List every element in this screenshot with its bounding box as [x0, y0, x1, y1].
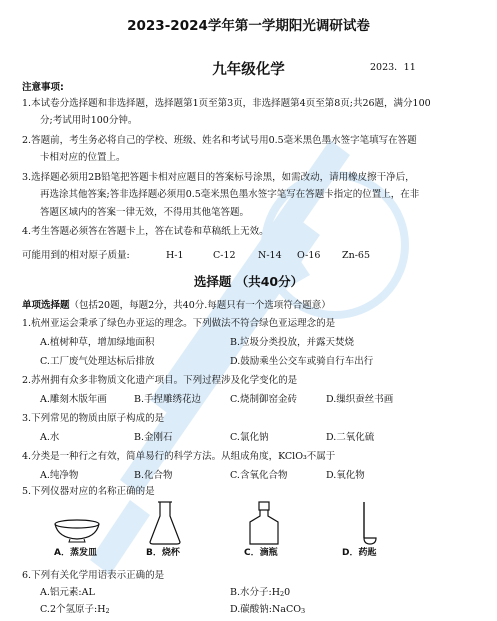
atomic-mass-value: Zn-65	[342, 250, 371, 261]
notes-line: 2.答题前，考生务必将自己的学校、班级、姓名和考试号用0.5毫米黑色墨水签字笔填写在答题	[22, 135, 417, 146]
opt-text: C.2个氢原子:H	[40, 604, 106, 615]
opt-text: 0	[284, 587, 291, 598]
notes-line: 3.选择题必须用2B铅笔把答题卡相对应题目的答案标号涂黑，如需改动，请用橡皮擦干净后，	[22, 172, 415, 183]
option: C.氯化钠	[230, 432, 269, 443]
exam-subtitle: 九年级化学	[212, 62, 285, 78]
exam-date: 2023．11	[370, 62, 416, 73]
subscript: 2	[105, 607, 110, 615]
option: B.化合物	[134, 470, 173, 481]
option: C．滴瓶	[244, 548, 278, 558]
option	[40, 604, 110, 616]
question-stem: 2.苏州拥有众多非物质文化遗产项目。下列过程涉及化学变化的是	[22, 375, 298, 386]
notes-line: 再选涂其他答案;答非选择题必须用0.5毫米黑色墨水签字笔写在答题卡指定的位置上，在非	[40, 189, 420, 200]
question-stem: 1.杭州亚运会秉承了绿色办亚运的理念。下列做法不符合绿色亚运理念的是	[22, 318, 336, 329]
option: A.铝元素:AL	[40, 587, 95, 598]
option: D.缫织蚕丝书画	[326, 394, 394, 405]
option: D.鼓励乘坐公交车或骑自行车出行	[230, 356, 374, 367]
option: C.工厂废气处理达标后排放	[40, 356, 155, 367]
option: A.纯净物	[40, 470, 79, 481]
option	[230, 604, 305, 616]
section-instructions	[22, 300, 331, 312]
subscript: 2	[280, 590, 285, 598]
option: A．蒸发皿	[54, 548, 97, 558]
option: B．烧杯	[146, 548, 180, 558]
opt-text: B.水分子:H	[230, 587, 280, 598]
notes-line: 4.考生答题必须答在答题卡上，答在试卷和草稿纸上无效。	[22, 226, 269, 237]
option: D．药匙	[342, 548, 377, 558]
option: C.烧制御窑金砖	[230, 394, 297, 405]
option: C.含氧化合物	[230, 470, 288, 481]
instr-rest: （包括20题，每题2分，共40分.每题只有一个选项符合题意）	[69, 300, 331, 311]
opt-text: D.碳酸钠:NaCO	[230, 604, 302, 615]
notes-line: 1.本试卷分选择题和非选择题，选择题第1页至第3页，非选择题第4页至第8页;共26题，满分100	[22, 98, 431, 109]
option	[230, 587, 290, 599]
medicine-spoon-icon	[356, 500, 380, 546]
option: A.雕刻木版年画	[40, 394, 107, 405]
notes-line: 分;考试用时100分钟。	[40, 115, 138, 126]
atomic-mass-value: H-1	[166, 250, 184, 261]
option: A.植树种草，增加绿地面积	[40, 337, 155, 348]
option: A.水	[40, 432, 60, 443]
question-stem: 3.下列常见的物质由原子构成的是	[22, 413, 165, 424]
question-stem: 4.分类是一种行之有效，简单易行的科学方法。从组成角度，KClO₃不属于	[22, 451, 336, 462]
notes-heading: 注意事项:	[22, 82, 64, 93]
option: B.手捏雕绣花边	[134, 394, 202, 405]
conical-flask-icon	[148, 500, 182, 546]
notes-line: 卡相对应的位置上。	[40, 152, 126, 163]
subscript: 3	[301, 607, 306, 615]
atomic-mass-value: C-12	[213, 250, 236, 261]
evaporating-dish-icon	[52, 518, 102, 544]
instr-bold: 单项选择题	[22, 300, 70, 311]
exam-title: 2023-2024学年第一学期阳光调研试卷	[127, 18, 370, 34]
question-stem: 6.下列有关化学用语表示正确的是	[22, 570, 165, 581]
reagent-bottle-icon	[246, 500, 282, 546]
notes-line: 答题区域内的答案一律无效，不得用其他笔答题。	[40, 207, 250, 218]
atomic-mass-value: O-16	[297, 250, 321, 261]
option: B.金刚石	[134, 432, 173, 443]
section-title: 选择题 （共40分）	[193, 274, 304, 289]
option: D.氧化物	[326, 470, 365, 481]
option: B.垃圾分类投放，并露天焚烧	[230, 337, 355, 348]
atomic-mass-value: N-14	[258, 250, 282, 261]
option: D.二氧化硫	[326, 432, 375, 443]
atomic-mass-label: 可能用到的相对原子质量:	[22, 250, 130, 261]
question-stem: 5.下列仪器对应的名称正确的是	[22, 486, 155, 497]
